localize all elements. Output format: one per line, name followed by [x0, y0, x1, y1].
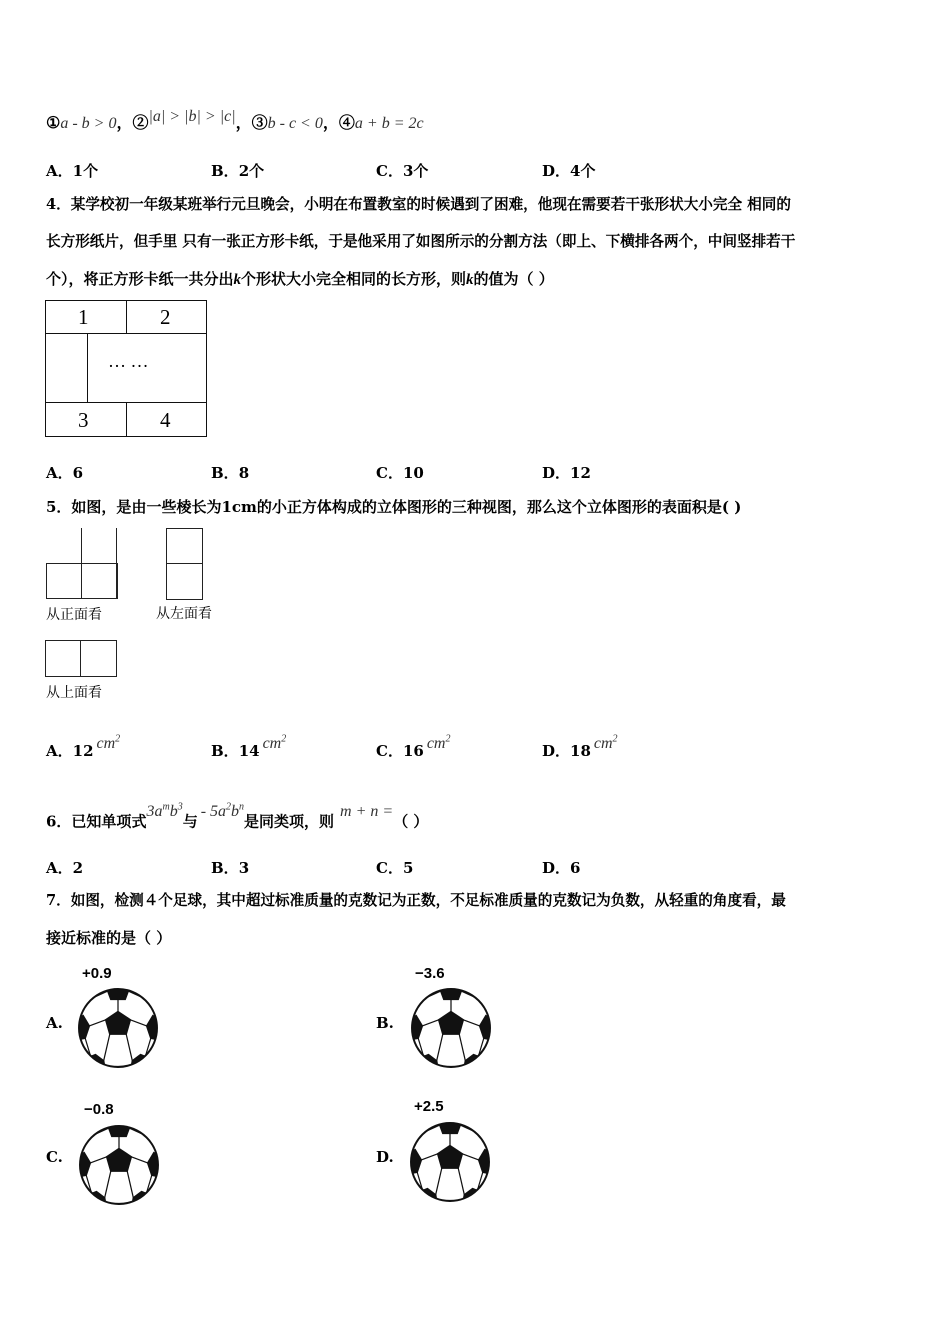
q7-stem-line2: 接近标准的是（ ） — [46, 929, 172, 947]
q5-left-view — [166, 528, 203, 600]
cond-sep: ， — [322, 113, 339, 132]
q4-option-d: D．12 — [542, 464, 591, 482]
soccer-ball-d-icon — [409, 1121, 491, 1203]
ball-c-value: −0.8 — [84, 1101, 114, 1118]
ball-a-value: +0.9 — [82, 965, 112, 982]
q3-conditions — [46, 110, 424, 134]
cond-sep: ， — [235, 113, 252, 132]
top-caption: 从上面看 — [46, 685, 102, 701]
q3-option-c: C．3个 — [376, 162, 429, 180]
q5-top-view — [45, 640, 117, 677]
q4-stem-line2: 长方形纸片，但手里 只有一张正方形卡纸，于是他采用了如图所示的分割方法（即上、下横排各两个，中间竖排若干 — [46, 233, 796, 250]
ball-b-value: −3.6 — [415, 965, 445, 982]
cell-1: 1 — [78, 305, 89, 329]
q5-front-view — [46, 528, 118, 600]
q4-option-c: C．10 — [376, 464, 424, 482]
ball-a-label: A. — [46, 1014, 63, 1032]
cond-1-math: a - b > 0 — [60, 115, 117, 132]
q6-option-b: B．3 — [211, 859, 250, 877]
q3-option-b: B．2个 — [211, 162, 265, 180]
cond-1-marker: ① — [46, 113, 61, 132]
cell-dots: … … — [108, 351, 149, 371]
soccer-ball-c-icon — [78, 1124, 160, 1206]
q4-option-b: B．8 — [211, 464, 250, 482]
cond-4-math: a + b = 2c — [354, 115, 424, 132]
q5-option-a: A．12 $cm^2$ — [46, 733, 121, 760]
q6-stem: 6．已知单项式$3a^mb^3$与- $5a^2b^n$是同类项，则m + n =（ ） — [46, 802, 429, 831]
cond-2-math: |a| > |b| > |c| — [148, 108, 236, 125]
ball-c-label: C. — [46, 1148, 63, 1166]
q6-option-a: A．2 — [46, 859, 84, 877]
q5-option-d: D．18 $cm^2$ — [542, 733, 618, 760]
ball-b-label: B. — [376, 1014, 394, 1032]
q6-option-d: D．6 — [542, 859, 581, 877]
cond-2-marker: ② — [132, 113, 149, 132]
cond-3-math: b - c < 0 — [267, 115, 323, 132]
q5-option-c: C．16 $cm^2$ — [376, 733, 451, 760]
q5-option-b: B．14 $cm^2$ — [211, 733, 287, 760]
soccer-ball-b-icon — [410, 987, 492, 1069]
cell-2: 2 — [160, 305, 171, 329]
soccer-ball-a-icon — [77, 987, 159, 1069]
q4-stem-line3: 个），将正方形卡纸一共分出k个形状大小完全相同的长方形，则k的值为（ ） — [46, 270, 554, 288]
cell-4: 4 — [160, 408, 171, 432]
q5-stem: 5．如图，是由一些棱长为1cm的小正方体构成的立体图形的三种视图，那么这个立体图形的表面积是( ) — [46, 498, 742, 516]
cond-4-marker: ④ — [338, 113, 355, 132]
q3-option-a: A．1个 — [46, 162, 99, 180]
left-caption: 从左面看 — [156, 606, 212, 622]
q4-figure — [45, 300, 207, 437]
q6-option-c: C．5 — [376, 859, 414, 877]
cond-sep: ， — [116, 113, 133, 132]
ball-d-label: D. — [376, 1148, 394, 1166]
q7-stem-line1: 7．如图，检测４个足球，其中超过标准质量的克数记为正数，不足标准质量的克数记为负数，从轻重的角度看，最 — [46, 892, 786, 909]
ball-d-value: +2.5 — [414, 1098, 444, 1115]
front-caption: 从正面看 — [46, 607, 102, 623]
cond-3-marker: ③ — [251, 113, 268, 132]
q4-option-a: A．6 — [46, 464, 84, 482]
q4-stem-line1: 4．某学校初一年级某班举行元旦晚会，小明在布置教室的时候遇到了困难，他现在需要若干张形状大小完全 相同的 — [46, 196, 791, 213]
cell-3: 3 — [78, 408, 89, 432]
q3-option-d: D．4个 — [542, 162, 596, 180]
